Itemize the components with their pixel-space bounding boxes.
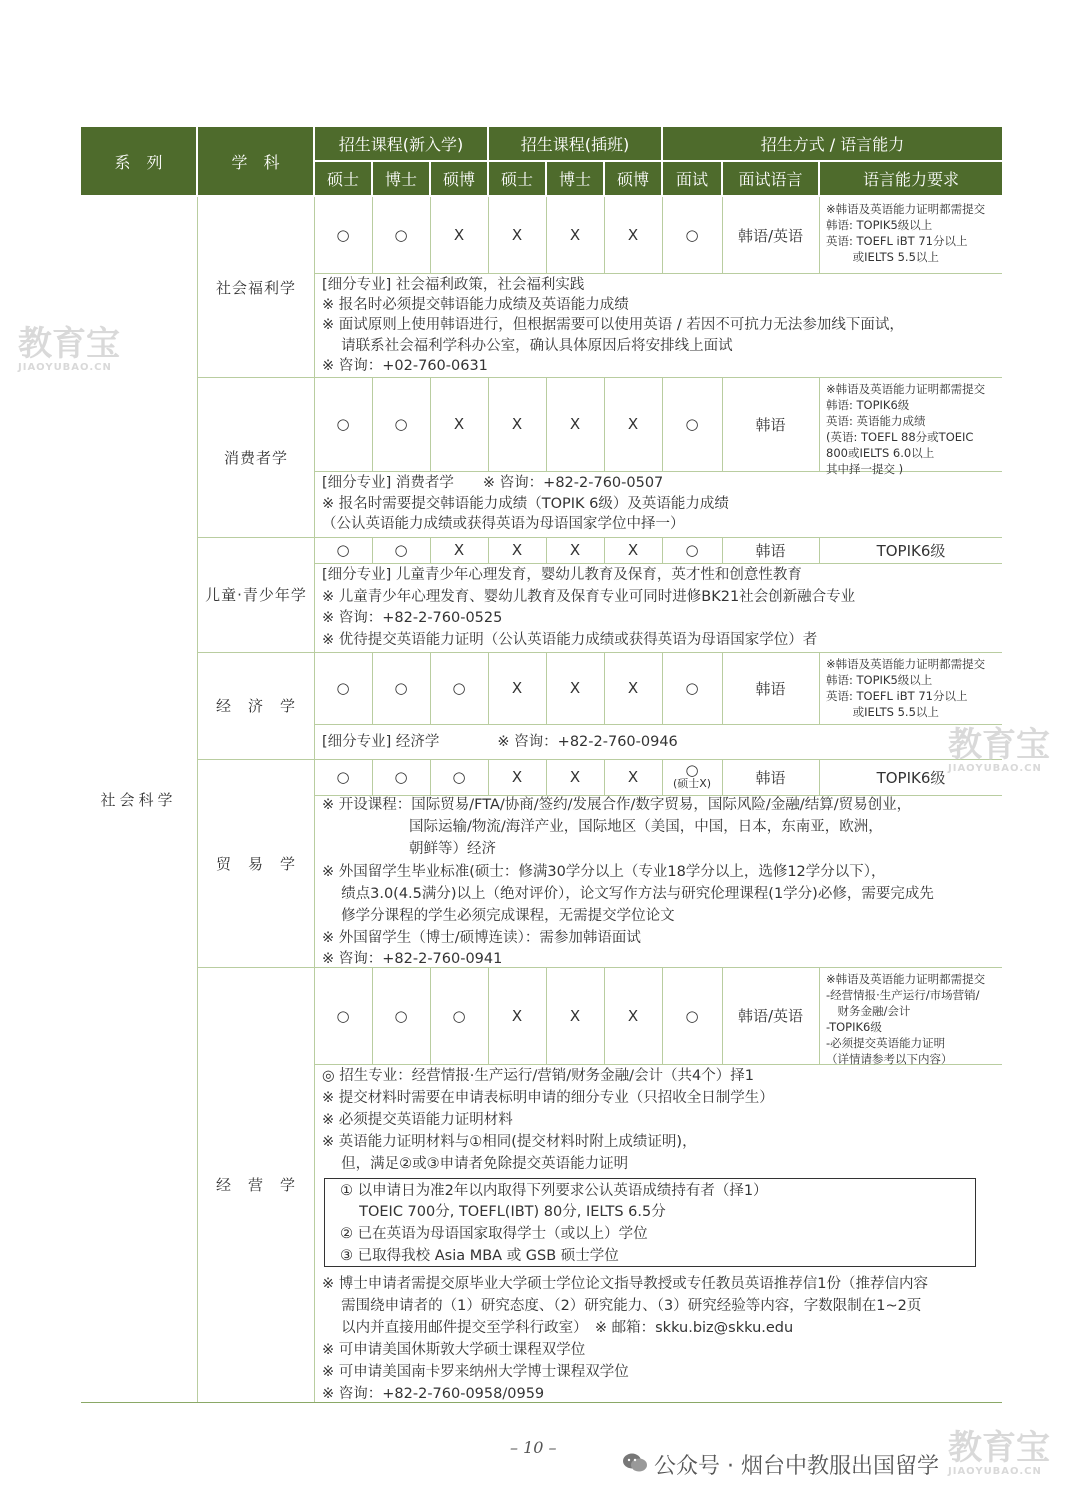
mark-cell: ○ <box>336 768 350 786</box>
note-line: [细分专业] 经济学 ※ 咨询：+82-2-760-0946 <box>322 734 678 750</box>
divider <box>819 967 820 1064</box>
mark-cell: ○ <box>685 679 699 697</box>
watermark <box>18 326 120 373</box>
mark-cell: X <box>627 541 639 559</box>
note-line: ※ 提交材料时需要在申请表标明申请的细分专业（只招收全日制学生） <box>322 1090 774 1106</box>
requirement-line: 英语: TOEFL iBT 71分以上 <box>826 689 968 703</box>
interview-language: 韩语 <box>755 679 786 698</box>
divider <box>819 197 820 273</box>
interview-language: 韩语 <box>755 541 786 560</box>
header-doctor-2: 博士 <box>547 162 603 195</box>
mark-cell: X <box>627 415 639 433</box>
mark-cell: X <box>511 1006 523 1025</box>
mark-cell: ○ <box>394 541 408 559</box>
note-line: 绩点3.0(4.5满分)以上（绝对评价），论文写作方法与研究伦理课程(1学分)必修，需要完成先 <box>322 886 934 902</box>
wechat-icon <box>622 1452 648 1474</box>
mark-cell: X <box>453 226 465 244</box>
note-line: ※ 儿童青少年心理发育、婴幼儿教育及保育专业可同时进修BK21社会创新融合专业 <box>322 589 856 605</box>
note-line: [细分专业] 消费者学 ※ 咨询：+82-2-760-0507 <box>322 475 664 491</box>
note-line: 需围绕申请者的（1）研究态度、（2）研究能力、（3）研究经验等内容，字数限制在1~2页 <box>322 1298 922 1314</box>
note-line: ① 以申请日为准2年以内取得下列要求公认英语成绩持有者（择1） <box>340 1183 768 1199</box>
mark-cell: X <box>569 226 581 244</box>
watermark-text: 教育宝 <box>948 725 1050 765</box>
mark-cell: X <box>511 226 523 244</box>
watermark-url: JIAOYUBAO.CN <box>18 362 112 373</box>
mark-cell: ○ <box>336 1006 350 1025</box>
requirement-line: 财务金融/会计 <box>826 1004 911 1018</box>
watermark-text: 教育宝 <box>18 324 120 364</box>
mark-cell: X <box>627 226 639 244</box>
language-requirement <box>826 971 1000 1067</box>
requirement-line: 800或IELTS 6.0以上 <box>826 446 935 460</box>
mark-cell: X <box>627 768 639 786</box>
dept-business: 经 营 学 <box>215 1176 296 1194</box>
header-interview-lang: 面试语言 <box>723 162 818 195</box>
mark-cell: ○ <box>336 226 350 244</box>
requirement-line: ※韩语及英语能力证明都需提交 <box>826 657 986 671</box>
mark-cell: ○ <box>336 679 350 697</box>
note-line: ※ 外国留学生毕业标准(硕士：修满30学分以上（专业18学分以上，选修12学分以下）， <box>322 864 886 880</box>
mark-cell: ○ <box>685 1006 699 1025</box>
requirement-line: 韩语: TOPIK5级以上 <box>826 673 933 687</box>
requirement-line: 英语: 英语能力成绩 <box>826 414 926 428</box>
mark-cell: X <box>569 679 581 697</box>
watermark-url: JIAOYUBAO.CN <box>948 1466 1042 1477</box>
requirement-line: -必须提交英语能力证明 <box>826 1036 946 1050</box>
requirement-line: ※韩语及英语能力证明都需提交 <box>826 972 986 986</box>
mark-cell: ○ <box>336 541 350 559</box>
header-master-1: 硕士 <box>315 162 371 195</box>
mark-cell: ○ <box>394 1006 408 1025</box>
mark-cell: ○ <box>394 679 408 697</box>
note-line: ※ 英语能力证明材料与①相同(提交材料时附上成绩证明)， <box>322 1134 697 1150</box>
interview-language: 韩语 <box>755 415 786 434</box>
dept-economics: 经 济 学 <box>215 697 296 715</box>
language-requirement <box>826 201 1000 265</box>
language-requirement: TOPIK6级 <box>876 768 946 787</box>
note-line: ※ 外国留学生（博士/硕博连读）：需参加韩语面试 <box>322 930 641 946</box>
language-requirement <box>826 656 1000 720</box>
mark-cell: X <box>511 541 523 559</box>
watermark-url: JIAOYUBAO.CN <box>948 763 1042 774</box>
note-line: ※ 报名时需要提交韩语能力成绩（TOPIK 6级）及英语能力成绩 <box>322 496 729 512</box>
requirement-line: 或IELTS 5.5以上 <box>826 250 939 264</box>
header-series: 系 列 <box>81 127 196 195</box>
note-line: TOEIC 700分, TOEFL(IBT) 80分, IELTS 6.5分 <box>340 1204 666 1220</box>
mark-cell: X <box>511 679 523 697</box>
note-line: ※ 面试原则上使用韩语进行，但根据需要可以使用英语 / 若因不可抗力无法参加线下面试， <box>322 317 904 333</box>
category-label: 社会科学 <box>100 791 177 809</box>
mark-cell: X <box>511 415 523 433</box>
mark-cell: X <box>453 541 465 559</box>
note-line: ※ 咨询：+82-2-760-0958/0959 <box>322 1386 545 1402</box>
header-subject: 学 科 <box>198 127 313 195</box>
divider <box>315 563 1002 564</box>
mark-cell: X <box>569 541 581 559</box>
note-line: ※ 报名时必须提交韩语能力成绩及英语能力成绩 <box>322 297 629 313</box>
interview-language: 韩语 <box>755 768 786 787</box>
mark-cell: ○ <box>452 768 466 786</box>
mark-cell: X <box>569 768 581 786</box>
header-master-2: 硕士 <box>489 162 545 195</box>
note-line: ※ 可申请美国南卡罗来纳州大学博士课程双学位 <box>322 1364 629 1380</box>
header-combined-1: 硕博 <box>431 162 487 195</box>
watermark <box>948 1430 1050 1477</box>
header-new-admission: 招生课程(新入学) <box>315 127 487 160</box>
note-line: 修学分课程的学生必须完成课程，无需提交学位论文 <box>322 908 675 924</box>
mark-cell: ○ <box>452 679 466 697</box>
note-line: [细分专业] 儿童青少年心理发育，婴幼儿教育及保育，英才性和创意性教育 <box>322 567 802 583</box>
note-line: ※ 咨询：+82-2-760-0941 <box>322 951 503 967</box>
mark-cell: ○ <box>452 1006 466 1025</box>
requirement-line: 韩语: TOPIK5级以上 <box>826 218 933 232</box>
interview-language: 韩语/英语 <box>737 1007 804 1025</box>
divider <box>819 652 820 724</box>
mark-cell: X <box>627 1006 639 1025</box>
header-interview: 面试 <box>663 162 721 195</box>
note-line: [细分专业] 社会福利政策，社会福利实践 <box>322 277 585 293</box>
header-doctor-1: 博士 <box>373 162 429 195</box>
note-line: ※ 优待提交英语能力证明（公认英语能力成绩或获得英语为母语国家学位）者 <box>322 632 818 648</box>
note-line: 以内并直接用邮件提交至学科行政室） ※ 邮箱：skku.biz@skku.edu <box>322 1320 794 1336</box>
interview-note: (硕士X) <box>672 777 712 790</box>
requirement-line: (英语: TOEFL 88分或TOEIC <box>826 430 974 444</box>
requirement-line: -TOPIK6级 <box>826 1020 882 1034</box>
mark-cell: X <box>453 415 465 433</box>
requirement-line: ※韩语及英语能力证明都需提交 <box>826 382 986 396</box>
footer-account: 公众号 · 烟台中教服出国留学 <box>654 1454 939 1479</box>
divider <box>315 273 1002 274</box>
mark-value: ○ <box>685 761 699 779</box>
requirement-line: 韩语: TOPIK6级 <box>826 398 910 412</box>
note-line: （公认英语能力成绩或获得英语为母语国家学位中择一） <box>322 516 685 532</box>
note-line: ※ 博士申请者需提交原毕业大学硕士学位论文指导教授或专任教员英语推荐信1份（推荐信内容 <box>322 1276 928 1292</box>
divider <box>819 377 820 471</box>
requirement-line: （详情请参考以下内容） <box>826 1052 953 1066</box>
requirement-line: ※韩语及英语能力证明都需提交 <box>826 202 986 216</box>
mark-cell: ○ <box>685 226 699 244</box>
dept-child-youth: 儿童·青少年学 <box>205 586 307 604</box>
requirement-line: -经营情报·生产运行/市场营销/ <box>826 988 980 1002</box>
watermark <box>948 727 1050 774</box>
note-line: ※ 必须提交英语能力证明材料 <box>322 1112 513 1128</box>
mark-cell: ○ <box>394 415 408 433</box>
requirement-line: 或IELTS 5.5以上 <box>826 705 939 719</box>
mark-cell: X <box>511 768 523 786</box>
header-transfer: 招生课程(插班) <box>489 127 661 160</box>
dept-trade: 贸 易 学 <box>215 854 296 873</box>
mark-cell: X <box>569 1006 581 1025</box>
note-line: ※ 咨询：+82-2-760-0525 <box>322 610 503 626</box>
mark-cell: ○ <box>685 415 699 433</box>
note-line: 国际运输/物流/海洋产业，国际地区（美国，中国，日本，东南亚，欧洲， <box>322 819 883 835</box>
note-line: ◎ 招生专业：经营情报·生产运行/营销/财务金融/会计（共4个）择1 <box>322 1068 754 1084</box>
note-line: 请联系社会福利学科办公室，确认具体原因后将安排线上面试 <box>322 338 733 354</box>
watermark-text: 教育宝 <box>948 1428 1050 1468</box>
note-line: ※ 开设课程：国际贸易/FTA/协商/签约/发展合作/数字贸易，国际风险/金融/结算/贸易创业， <box>322 797 912 813</box>
mark-cell: ○ <box>336 415 350 433</box>
note-line: 朝鲜等）经济 <box>322 841 496 857</box>
header-method: 招生方式 / 语言能力 <box>663 127 1002 160</box>
note-line: ③ 已取得我校 Asia MBA 或 GSB 硕士学位 <box>340 1248 619 1264</box>
page-number: – 10 – <box>510 1438 557 1457</box>
language-requirement: TOPIK6级 <box>876 541 946 560</box>
requirement-line: 英语: TOEFL iBT 71分以上 <box>826 234 968 248</box>
interview-language: 韩语/英语 <box>737 226 804 245</box>
mark-cell: ○ <box>685 541 699 559</box>
mark-cell: ○ <box>394 226 408 244</box>
mark-cell: ○ <box>394 768 408 786</box>
divider <box>315 724 1002 725</box>
mark-cell: X <box>627 679 639 697</box>
header-combined-2: 硕博 <box>605 162 661 195</box>
language-requirement <box>826 381 1000 477</box>
header-lang-req: 语言能力要求 <box>820 162 1002 195</box>
dept-social-welfare: 社会福利学 <box>215 278 296 297</box>
dept-consumer: 消费者学 <box>223 448 288 467</box>
note-line: ※ 咨询：+02-760-0631 <box>322 358 488 374</box>
mark-cell: X <box>569 415 581 433</box>
note-line: 但，满足②或③申请者免除提交英语能力证明 <box>322 1156 629 1172</box>
note-line: ② 已在英语为母语国家取得学士（或以上）学位 <box>340 1226 648 1242</box>
note-line: ※ 可申请美国休斯敦大学硕士课程双学位 <box>322 1342 586 1358</box>
mark-cell <box>663 759 721 795</box>
requirement-line: 其中择一提交 ) <box>826 462 904 476</box>
